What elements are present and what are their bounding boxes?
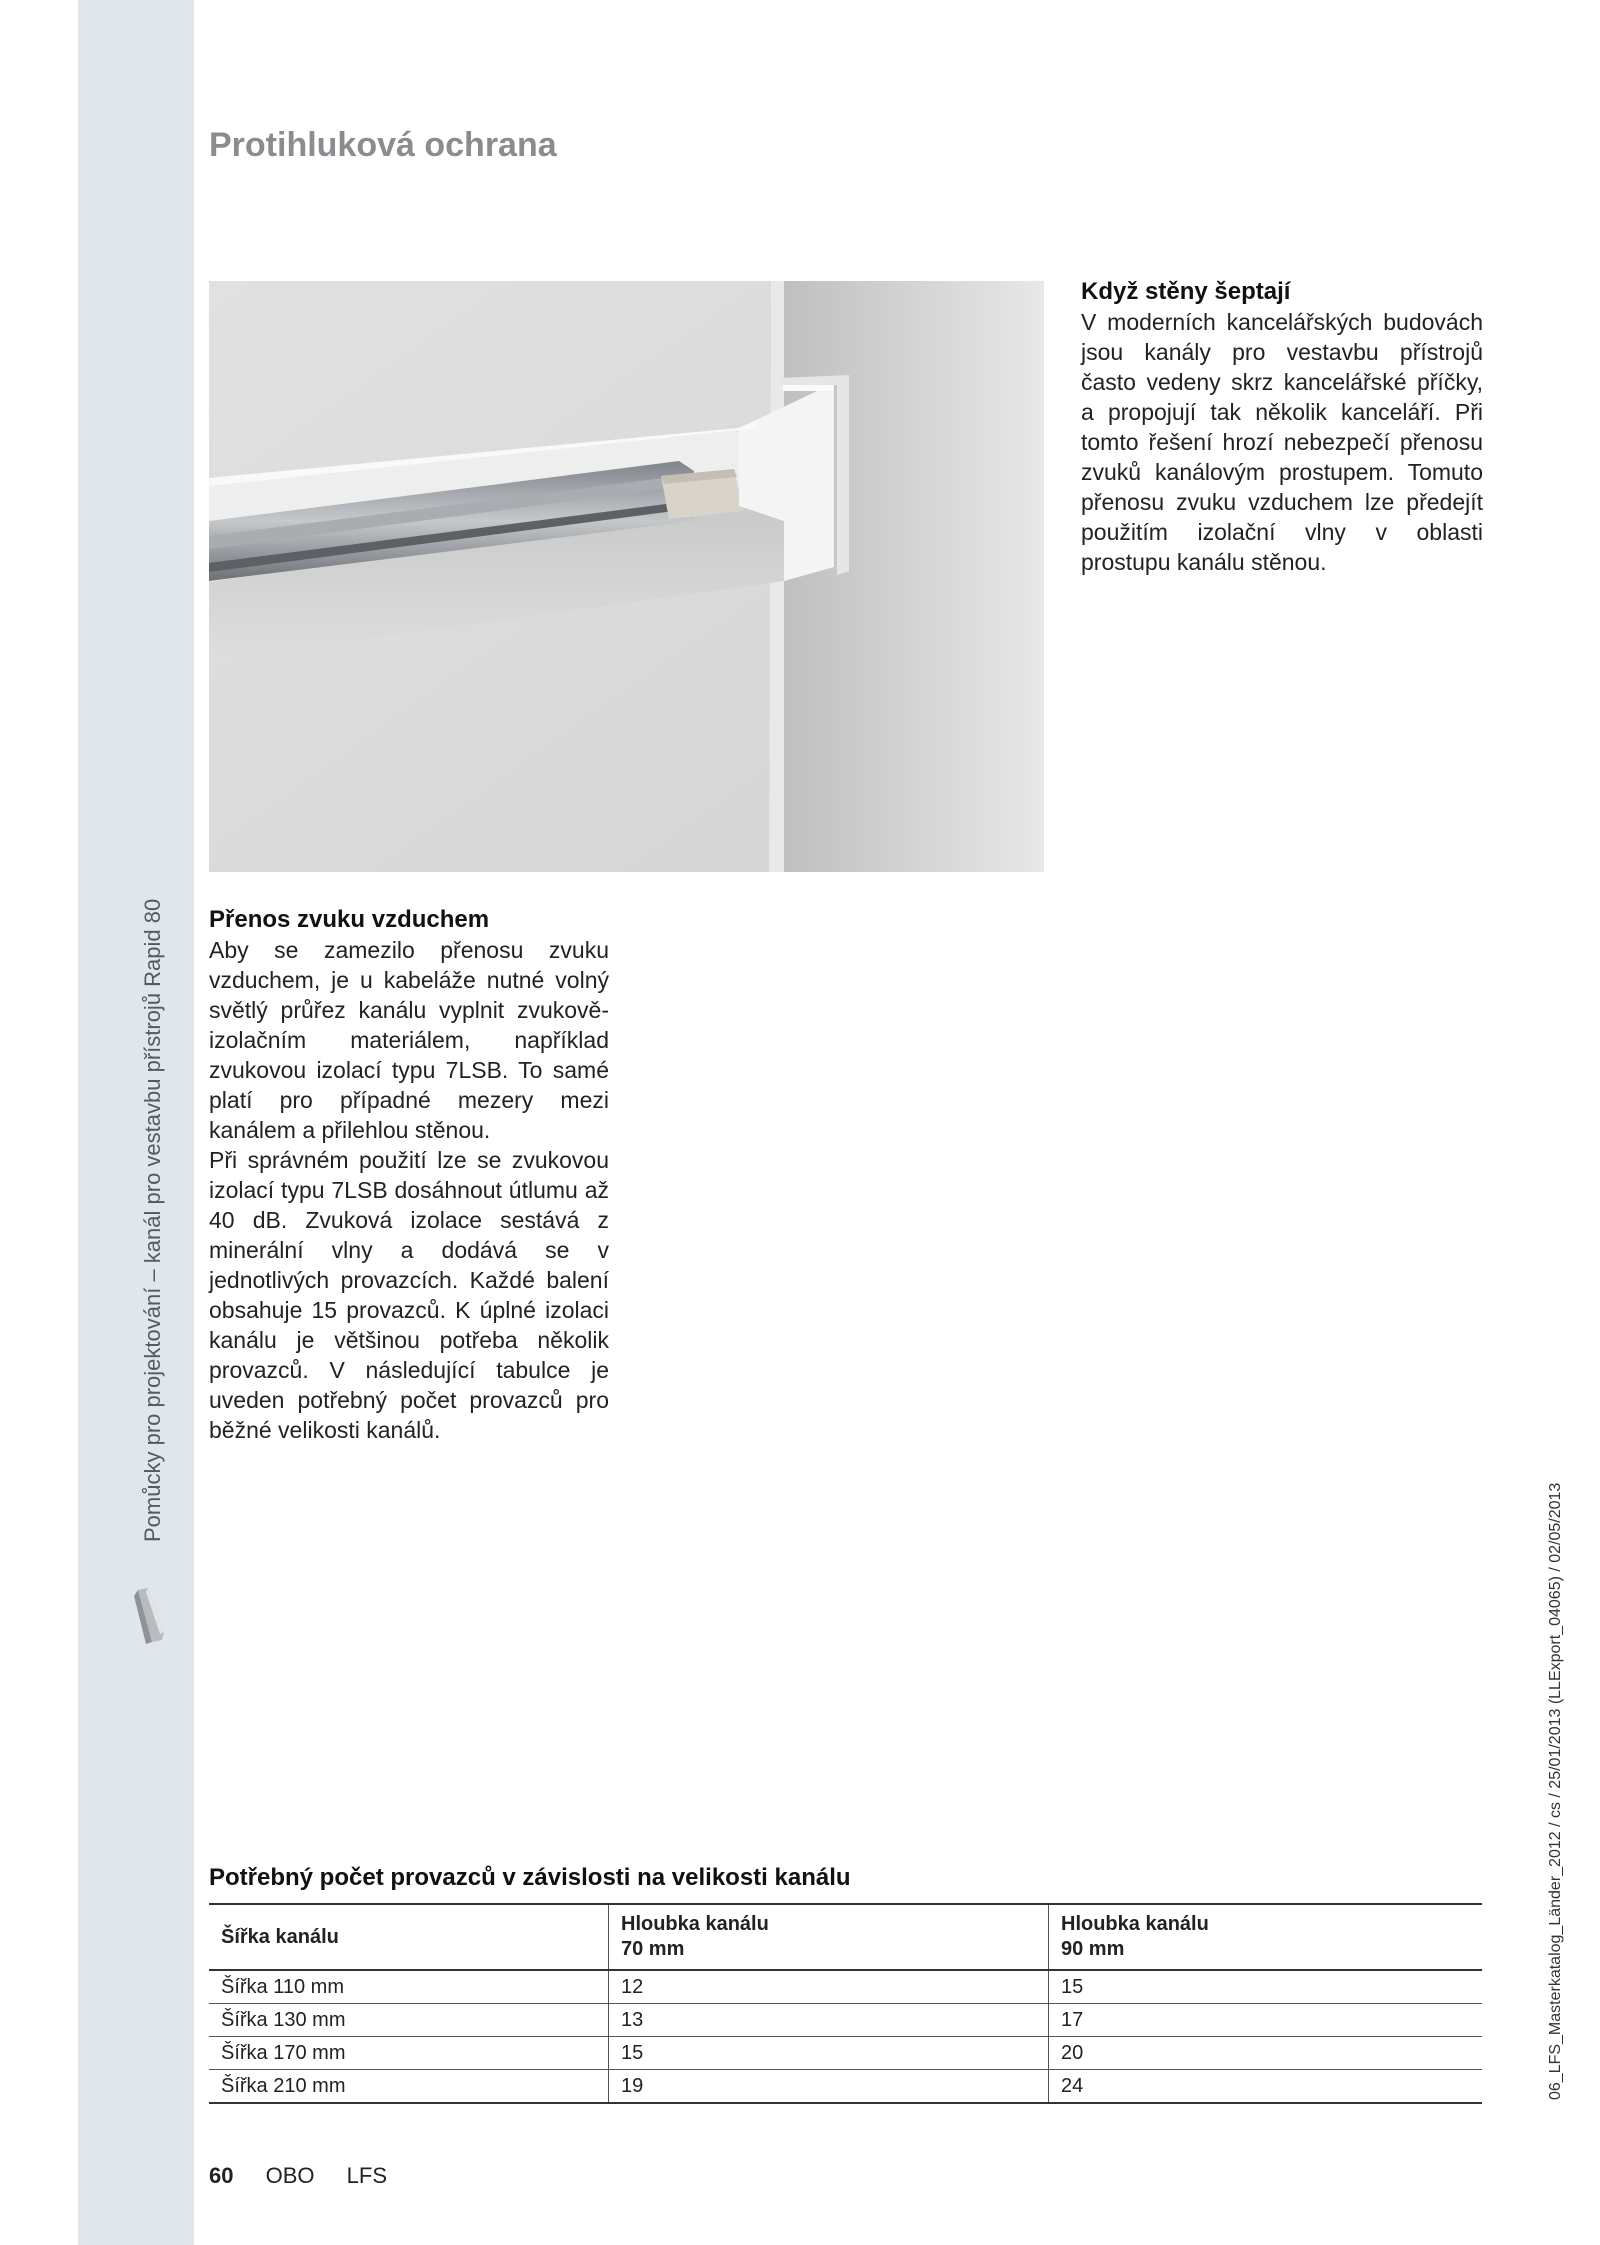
table-header-row (209, 1904, 1482, 1970)
table-row (209, 2070, 1482, 2104)
column-header: Hloubka kanálu 90 mm (1049, 1904, 1483, 1970)
page-number: 60 (209, 2163, 234, 2188)
section-paragraph: Aby se zamezilo přenosu zvuku vzduchem, je u kabeláže nutné volný světlý průřez kanálu vyplnit zvukově-izolačním materiálem, například zvukovou izolací typu 7LSB. To samé platí pro případné mezery mezi kanálem a přilehlou stěnou. (209, 937, 609, 1143)
page-title: Protihluková ochrana (209, 126, 557, 164)
column-header: Šířka kanálu (209, 1904, 609, 1970)
section-whispering-walls (1081, 277, 1483, 577)
table-cell: 15 (609, 2037, 1049, 2070)
table-title: Potřebný počet provazců v závislosti na velikosti kanálu (209, 1864, 851, 1891)
table-cell: 24 (1049, 2070, 1483, 2104)
table-row (209, 2004, 1482, 2037)
section-paragraph: V moderních kancelářských budovách jsou kanály pro vestavbu přístrojů často vedeny skrz kancelářské příčky, a propojují tak několik kanceláří. Při tomto řešení hrozí nebezpečí přenosu zvuků kanálovým prostupem. Tomuto přenosu zvuku vzduchem lze předejít použitím izolační vlny v oblasti prostupu kanálu stěnou. (1081, 309, 1483, 575)
table-cell: Šířka 210 mm (209, 2070, 609, 2104)
section-heading: Přenos zvuku vzduchem (209, 906, 490, 933)
side-band (78, 0, 194, 2245)
catalog-meta: 06_LFS_Masterkatalog_Länder_2012 / cs / 25/01/2013 (LLExport_04065) / 02/05/2013 (1547, 1482, 1564, 2100)
table-cell: 15 (1049, 1970, 1483, 2004)
column-header: Hloubka kanálu 70 mm (609, 1904, 1049, 1970)
table-cell: Šířka 110 mm (209, 1970, 609, 2004)
section-paragraph: Při správném použití lze se zvukovou izolací typu 7LSB dosáhnout útlumu až 40 dB. Zvuková izolace sestává z minerální vlny a dodává se v jednotlivých provazcích. Každé balení obsahuje 15 provazců. K úplné izolaci kanálu je většinou potřeba několik provazců. V následující tabulce je uveden potřebný počet provazců pro běžné velikosti kanálů. (209, 1147, 609, 1443)
table-cell: 20 (1049, 2037, 1483, 2070)
strand-count-table (209, 1903, 1482, 2104)
page-footer (209, 2163, 387, 2189)
table-cell: 17 (1049, 2004, 1483, 2037)
table-cell: Šířka 170 mm (209, 2037, 609, 2070)
product-label: LFS (346, 2163, 387, 2188)
table-cell: 12 (609, 1970, 1049, 2004)
table-cell: 13 (609, 2004, 1049, 2037)
side-chapter-title: Pomůcky pro projektování – kanál pro vestavbu přístrojů Rapid 80 (140, 898, 165, 1542)
table-cell: 19 (609, 2070, 1049, 2104)
table-row (209, 1970, 1482, 2004)
table-row (209, 2037, 1482, 2070)
brand-label: OBO (265, 2163, 315, 2188)
table-cell: Šířka 130 mm (209, 2004, 609, 2037)
section-heading: Když stěny šeptají (1081, 278, 1291, 305)
channel-thumbnail-icon (132, 1588, 168, 1644)
section-airborne-sound (209, 905, 609, 1445)
channel-photo (209, 281, 1044, 872)
